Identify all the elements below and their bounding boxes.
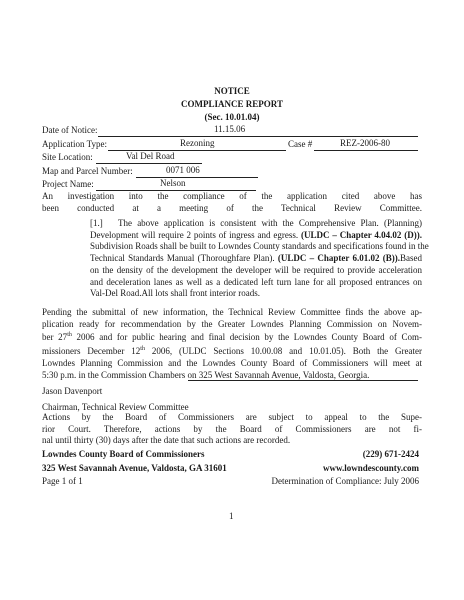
map-parcel-value: 0071 006 xyxy=(166,165,200,175)
footer-address: 325 West Savannah Avenue, Valdosta, GA 31601 xyxy=(42,463,227,473)
finding-citation: (ULDC – Chapter 6.01.02 (B)). xyxy=(277,253,401,264)
intro-line: An investigation into the compliance of the application cited above has xyxy=(42,191,422,201)
finding-line: and deceleration lanes as well as a dedicated left turn lane for all proposed entrances on xyxy=(90,276,422,287)
map-parcel-label: Map and Parcel Number: xyxy=(42,166,133,176)
case-underline xyxy=(314,150,418,151)
footer-org: Lowndes County Board of Commissioners xyxy=(42,449,205,459)
finding-line: on the density of the development the developer will be required to provide acceleration xyxy=(90,264,422,275)
finding-text: Based xyxy=(400,253,423,264)
appeal-line: rior Court. Therefore, actions by the Board of Commissioners are not fi- xyxy=(42,423,422,434)
pending-line: Lowndes Planning Commission and the Lowndes County Board of Commissioners will meet at xyxy=(42,357,422,368)
footer-phone: (229) 671-2424 xyxy=(362,449,419,459)
project-name-value: Nelson xyxy=(160,178,186,188)
pending-paragraph xyxy=(42,307,422,381)
signer-title: Chairman, Technical Review Committee xyxy=(42,402,189,412)
pending-text: 2006, (ULDC Sections 10.00.08 and 10.01.05). Both the Greater xyxy=(144,346,422,357)
appeal-paragraph xyxy=(42,412,422,447)
finding-number: [1.] xyxy=(90,218,103,228)
section-reference: (Sec. 10.01.04) xyxy=(204,112,260,122)
finding-text: Development will require 2 points of ingress and egress. xyxy=(90,229,301,240)
finding-paragraph xyxy=(90,218,429,300)
map-parcel-underline xyxy=(136,177,258,178)
date-label: Date of Notice: xyxy=(42,125,98,135)
finding-line xyxy=(90,230,422,242)
finding-citation: (ULDC – Chapter 4.04.02 (D)). xyxy=(300,229,423,240)
site-location-value: Val Del Road xyxy=(126,151,175,161)
date-underline xyxy=(98,136,418,137)
signer-name: Jason Davenport xyxy=(42,386,103,396)
case-label: Case # xyxy=(288,139,313,149)
intro-line: been conducted at a meeting of the Technical Review Committee. xyxy=(42,202,422,213)
pending-text: ber 27 xyxy=(42,332,68,343)
intro-paragraph xyxy=(42,191,422,214)
signature-line xyxy=(188,380,418,381)
pending-line: plication ready for recommendation by the Greater Lowndes Planning Commission on Novem- xyxy=(42,318,422,329)
site-location-label: Site Location: xyxy=(42,152,93,162)
finding-text: Technical Standards Manual (Thoroughfare Plan). xyxy=(90,253,278,264)
document-label: Determination of Compliance: July 2006 xyxy=(271,476,419,486)
pending-text: 2006 and for public hearing and final decision by the Lowndes County Board of Com- xyxy=(71,332,423,343)
superscript: th xyxy=(67,332,72,339)
date-value: 11.15.06 xyxy=(214,124,246,134)
page-count: Page 1 of 1 xyxy=(42,476,83,486)
site-location-underline xyxy=(96,163,202,164)
pending-line xyxy=(42,330,422,344)
page-number: 1 xyxy=(229,511,234,521)
pending-line: 5:30 p.m. in the Commission Chambers on 325 West Savannah Avenue, Valdosta, Georgia. xyxy=(42,369,370,380)
finding-line: Subdivision Roads shall be built to Lowndes County standards and specifications found in the xyxy=(90,241,429,252)
report-subtitle: COMPLIANCE REPORT xyxy=(181,99,283,109)
project-name-label: Project Name: xyxy=(42,179,94,189)
application-type-label: Application Type: xyxy=(42,139,107,149)
appeal-line: Actions by the Board of Commissioners are subject to appeal to the Supe- xyxy=(42,412,422,422)
superscript: th xyxy=(140,346,145,353)
pending-line: Pending the submittal of new information, the Technical Review Committee finds the above ap- xyxy=(42,307,422,317)
finding-line xyxy=(90,253,422,265)
finding-line: Val-Del Road.All lots shall front interior roads. xyxy=(90,288,260,299)
pending-text: missioners December 12 xyxy=(42,346,141,357)
pending-line xyxy=(42,344,422,358)
finding-line: The above application is consistent with the Comprehensive Plan. (Planning) xyxy=(118,218,422,228)
appeal-line: nal until thirty (30) days after the date that such actions are recorded. xyxy=(42,435,291,446)
case-value: REZ-2006-80 xyxy=(340,138,390,148)
application-type-value: Rezoning xyxy=(180,138,215,148)
notice-title: NOTICE xyxy=(214,86,250,96)
footer-website[interactable]: www.lowndescounty.com xyxy=(322,463,419,473)
